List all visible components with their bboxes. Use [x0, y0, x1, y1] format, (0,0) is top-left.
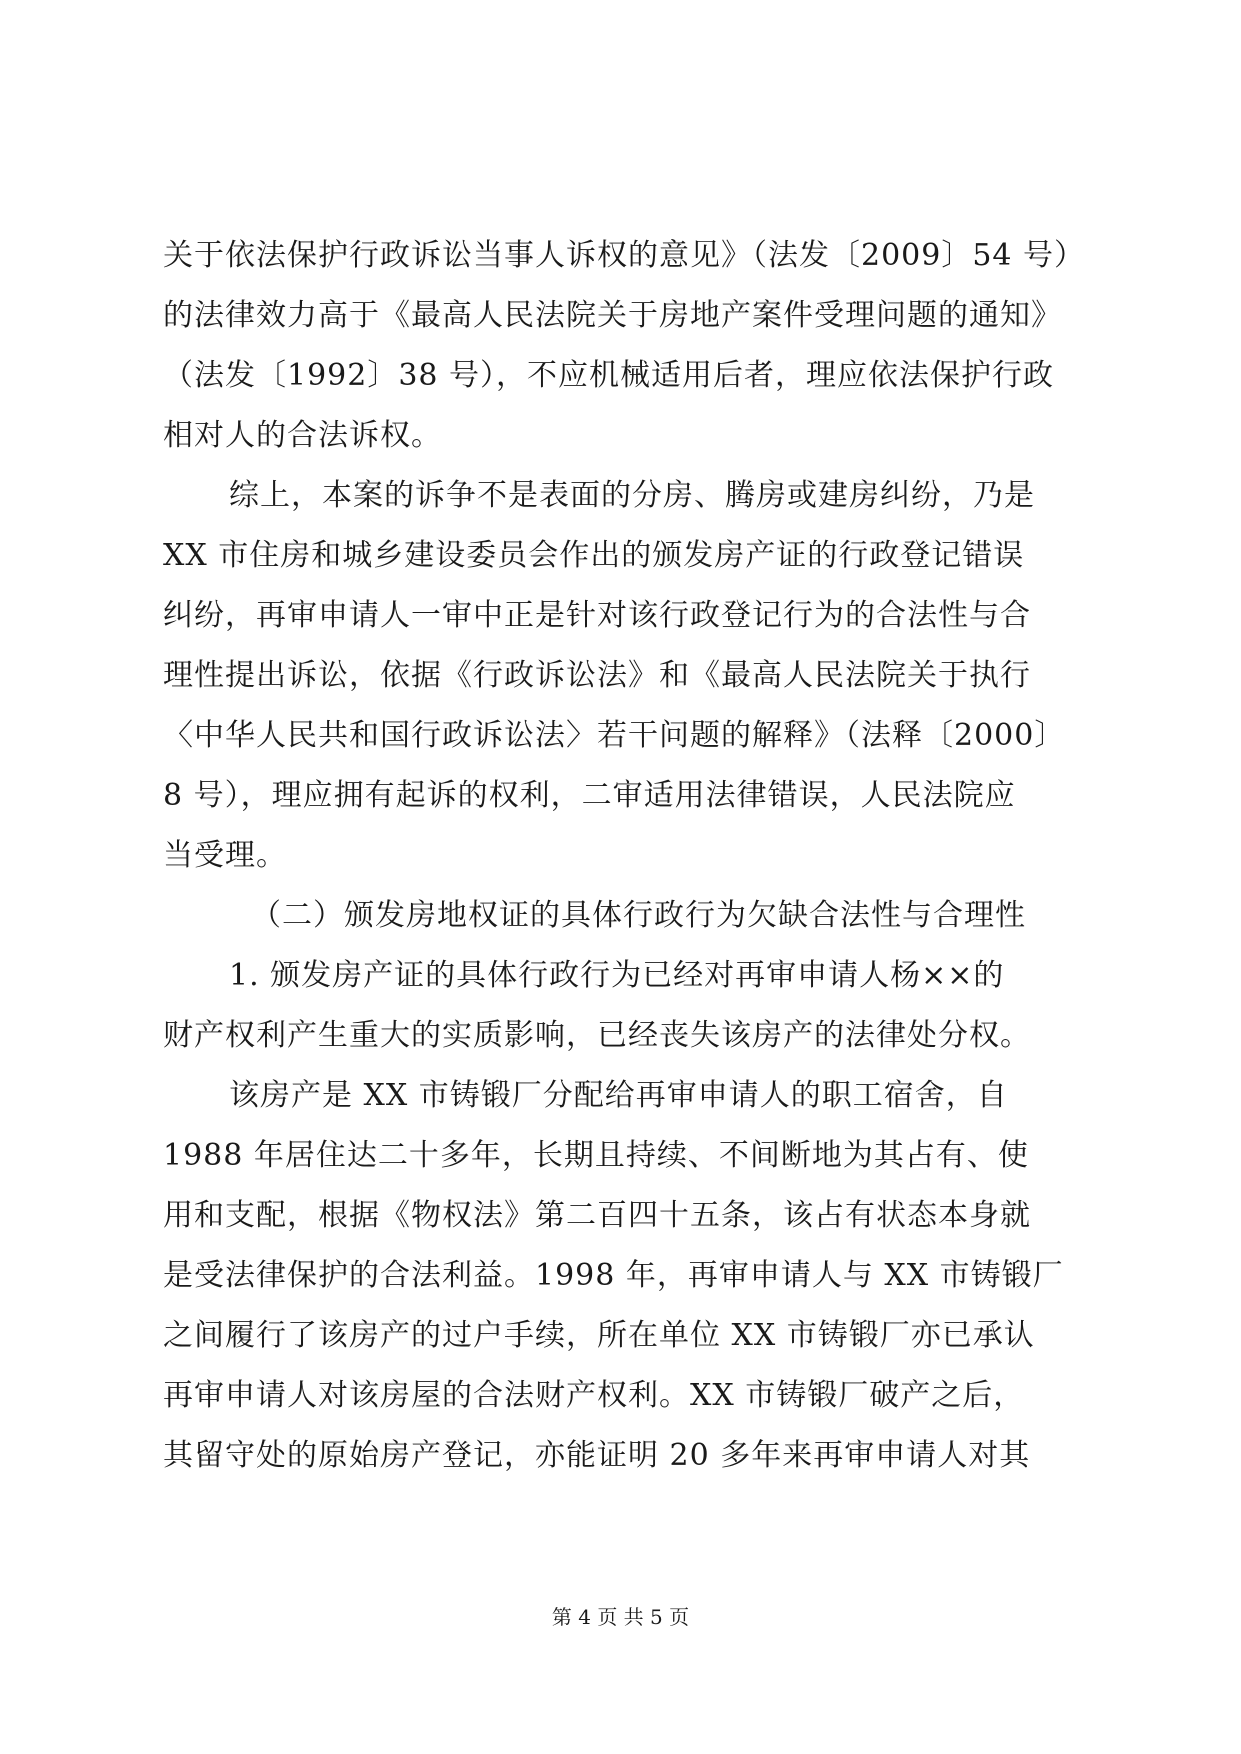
text-line: 关于依法保护行政诉讼当事人诉权的意见》（法发〔2009〕54 号）: [163, 238, 1086, 273]
text-line: 是受法律保护的合法利益。1998 年，再审申请人与 XX 市铸锻厂: [163, 1258, 1064, 1293]
text-line: 用和支配，根据《物权法》第二百四十五条，该占有状态本身就: [163, 1198, 1031, 1233]
text-line: 〈中华人民共和国行政诉讼法〉若干问题的解释》（法释〔2000〕: [163, 718, 1066, 753]
text-line: 1988 年居住达二十多年，长期且持续、不间断地为其占有、使: [163, 1138, 1029, 1173]
document-body: [163, 226, 1086, 1486]
text-line: 的法律效力高于《最高人民法院关于房地产案件受理问题的通知》: [163, 298, 1062, 333]
text-line: 8 号），理应拥有起诉的权利，二审适用法律错误，人民法院应: [163, 778, 1016, 813]
text-line: （法发〔1992〕38 号），不应机械适用后者，理应依法保护行政: [163, 358, 1055, 393]
paragraph-start-line: 1. 颁发房产证的具体行政行为已经对再审申请人杨××的: [229, 958, 1005, 993]
text-line: 财产权利产生重大的实质影响，已经丧失该房产的法律处分权。: [163, 1018, 1031, 1053]
text-line: 纠纷，再审申请人一审中正是针对该行政登记行为的合法性与合: [163, 598, 1031, 633]
section-heading: （二）颁发房地权证的具体行政行为欠缺合法性与合理性: [251, 898, 1026, 933]
text-line: 再审申请人对该房屋的合法财产权利。XX 市铸锻厂破产之后，: [163, 1378, 1025, 1413]
text-line: 其留守处的原始房产登记，亦能证明 20 多年来再审申请人对其: [163, 1438, 1031, 1473]
text-line: 之间履行了该房产的过户手续，所在单位 XX 市铸锻厂亦已承认: [163, 1318, 1035, 1353]
paragraph-start-line: 该房产是 XX 市铸锻厂分配给再审申请人的职工宿舍，自: [229, 1078, 1008, 1113]
page-footer: [0, 1603, 1241, 1631]
text-line: XX 市住房和城乡建设委员会作出的颁发房产证的行政登记错误: [163, 538, 1025, 573]
paragraph-start-line: 综上，本案的诉争不是表面的分房、腾房或建房纠纷，乃是: [229, 478, 1035, 513]
text-line: 理性提出诉讼，依据《行政诉讼法》和《最高人民法院关于执行: [163, 658, 1031, 693]
text-line: 相对人的合法诉权。: [163, 418, 442, 453]
text-line: 当受理。: [163, 838, 287, 873]
page-number: 第 4 页 共 5 页: [551, 1605, 690, 1629]
